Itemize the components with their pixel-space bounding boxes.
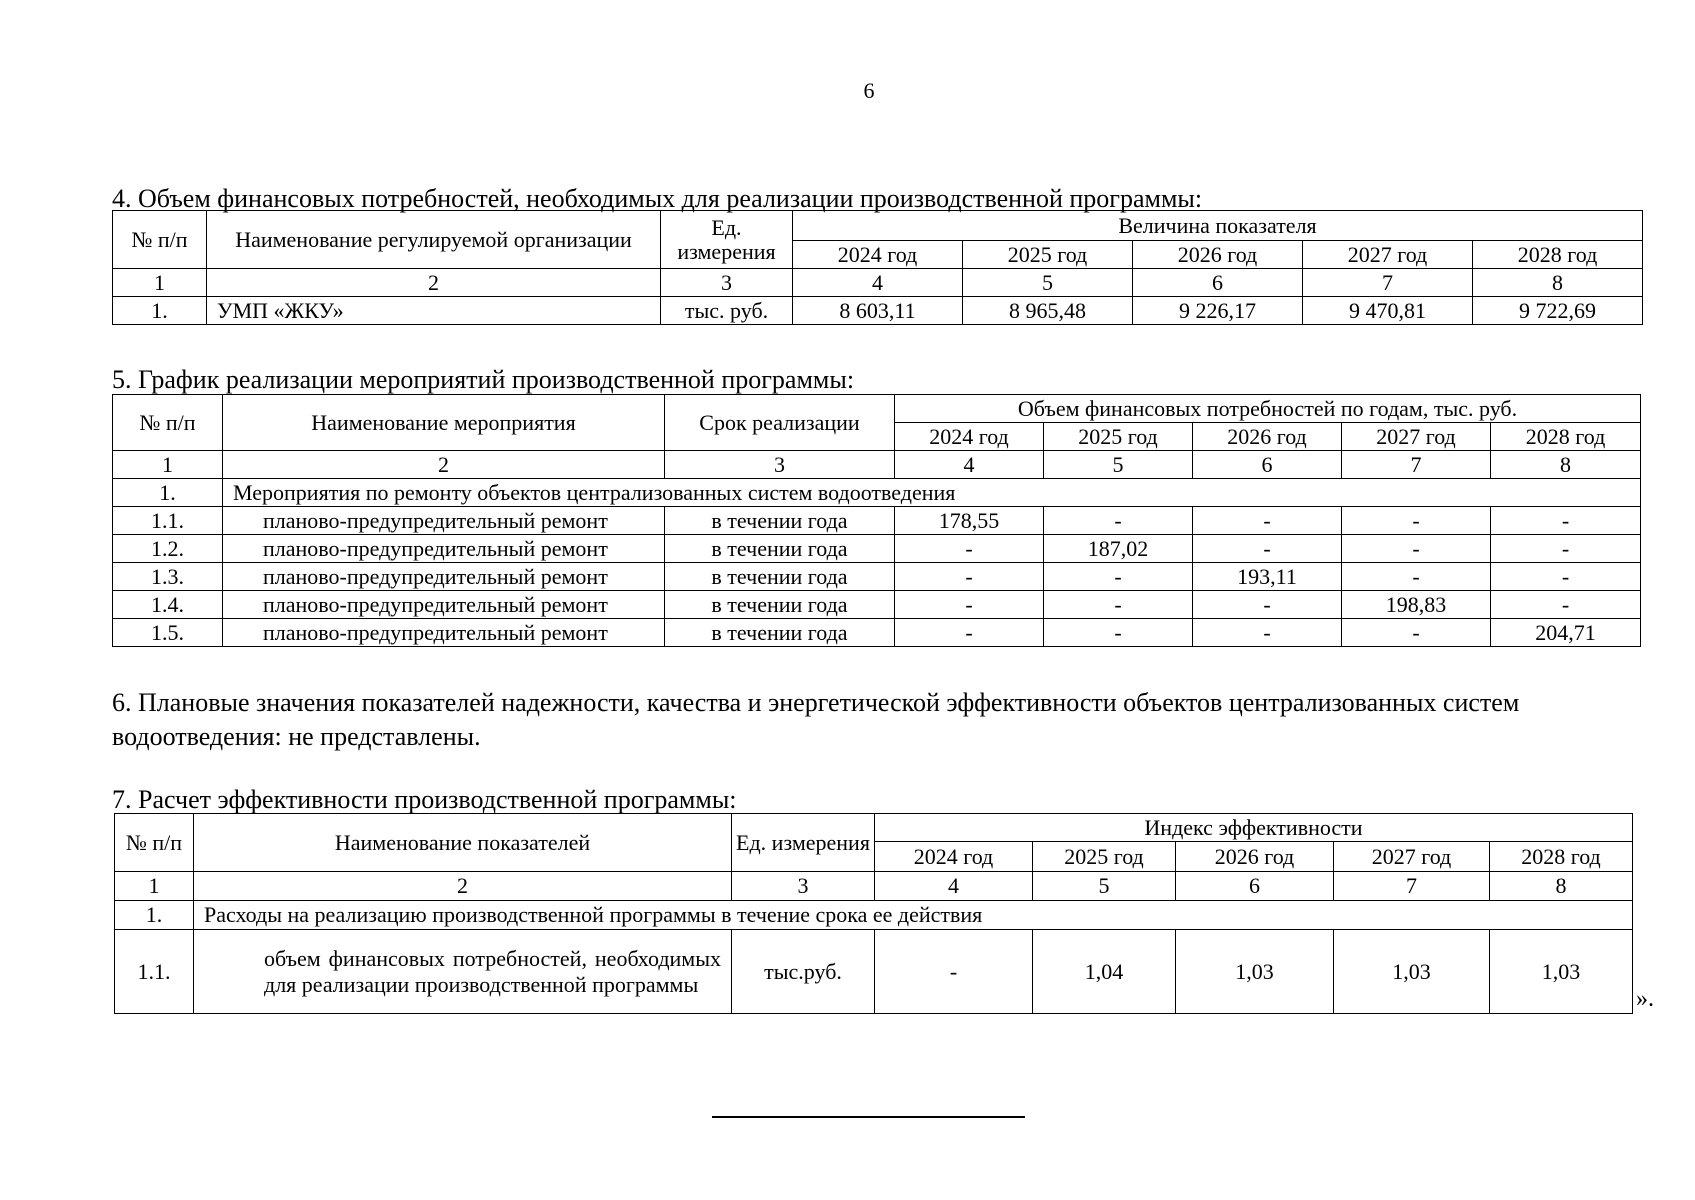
header-year: 2028 год [1491,423,1641,451]
section-5-title: 5. График реализации мероприятий производственной программы: [112,365,855,394]
row-num: 1.1. [113,507,223,535]
header-year: 2026 год [1193,423,1342,451]
row-value: - [1044,591,1193,619]
table-row [113,297,1643,325]
table-row [113,619,1641,647]
table-row [113,591,1641,619]
row-value: - [895,535,1044,563]
header-org: Наименование регулируемой организации [207,211,661,269]
table-row [113,563,1641,591]
row-value: - [895,619,1044,647]
column-number: 4 [895,451,1044,479]
row-value: - [1193,619,1342,647]
table-row [113,507,1641,535]
row-value: 9 722,69 [1473,297,1643,325]
row-value: 187,02 [1044,535,1193,563]
row-term: в течении года [665,535,895,563]
header-value: Величина показателя [793,211,1643,241]
row-value: 178,55 [895,507,1044,535]
group-row [113,479,1641,507]
row-value: - [1491,563,1641,591]
group-num: 1. [113,479,223,507]
column-number: 3 [732,872,875,901]
row-num: 1. [113,297,207,325]
row-num: 1.5. [113,619,223,647]
row-term: в течении года [665,591,895,619]
group-name: Расходы на реализацию производственной программы в течение срока ее действия [194,901,1633,930]
column-number: 4 [875,872,1033,901]
row-value: 198,83 [1342,591,1491,619]
column-number: 1 [113,269,207,297]
header-year: 2028 год [1473,241,1643,269]
row-value: 1,03 [1334,930,1490,1014]
header-name: Наименование показателей [194,814,732,872]
row-num: 1.1. [115,930,194,1014]
column-number: 7 [1334,872,1490,901]
column-number: 6 [1176,872,1334,901]
row-num: 1.3. [113,563,223,591]
header-num: № п/п [113,211,207,269]
header-year: 2027 год [1303,241,1473,269]
efficiency-table [114,813,1633,1014]
row-value: - [1342,507,1491,535]
column-number: 5 [963,269,1133,297]
row-value: - [1342,563,1491,591]
footer-rule [712,1116,1025,1118]
row-value: - [1342,535,1491,563]
row-value: - [1491,535,1641,563]
column-number: 2 [194,872,732,901]
row-name: планово-предупредительный ремонт [223,535,665,563]
row-value: - [1044,507,1193,535]
row-value: - [1193,591,1342,619]
column-number: 7 [1342,451,1491,479]
row-value: - [895,563,1044,591]
section-4-title: 4. Объем финансовых потребностей, необходимых для реализации производственной программы: [112,184,1203,213]
closing-quote: ». [1636,986,1654,1012]
header-year: 2024 год [895,423,1044,451]
column-number: 5 [1033,872,1176,901]
header-num: № п/п [113,395,223,451]
row-value: 193,11 [1193,563,1342,591]
row-name: планово-предупредительный ремонт [223,619,665,647]
row-term: в течении года [665,563,895,591]
row-value: - [1193,535,1342,563]
row-value: - [1044,563,1193,591]
header-year: 2025 год [1044,423,1193,451]
table-row [113,535,1641,563]
header-year: 2027 год [1334,842,1490,872]
column-number: 3 [661,269,793,297]
row-value: - [1193,507,1342,535]
column-number: 8 [1491,451,1641,479]
row-value: 8 965,48 [963,297,1133,325]
group-row [115,901,1633,930]
column-number: 2 [223,451,665,479]
header-name: Наименование мероприятия [223,395,665,451]
row-name: планово-предупредительный ремонт [223,507,665,535]
header-year: 2028 год [1490,842,1633,872]
page-number: 6 [863,78,875,103]
column-number: 4 [793,269,963,297]
header-year: 2026 год [1176,842,1334,872]
row-name: планово-предупредительный ремонт [223,563,665,591]
column-number: 7 [1303,269,1473,297]
section-7-title: 7. Расчет эффективности производственной программы: [112,785,737,814]
table-row [115,930,1633,1014]
row-value: 9 226,17 [1133,297,1303,325]
header-year: 2025 год [1033,842,1176,872]
row-org: УМП «ЖКУ» [207,297,661,325]
row-name: объем финансовых потребностей, необходимых для реализации производственной программы [194,930,732,1014]
row-value: 204,71 [1491,619,1641,647]
row-value: 9 470,81 [1303,297,1473,325]
row-num: 1.2. [113,535,223,563]
row-value: 1,04 [1033,930,1176,1014]
column-number: 6 [1193,451,1342,479]
header-unit: Ед. измерения [732,814,875,872]
row-unit: тыс.руб. [732,930,875,1014]
section-6-text: 6. Плановые значения показателей надежности, качества и энергетической эффективности объектов централизованных систем водоотведения: не представлены. [112,688,1520,751]
header-year: 2027 год [1342,423,1491,451]
header-num: № п/п [115,814,194,872]
header-year: 2025 год [963,241,1133,269]
column-number: 1 [113,451,223,479]
row-value: - [875,930,1033,1014]
group-name: Мероприятия по ремонту объектов централизованных систем водоотведения [223,479,1641,507]
row-name: планово-предупредительный ремонт [223,591,665,619]
row-value: - [895,591,1044,619]
header-year: 2026 год [1133,241,1303,269]
column-number: 3 [665,451,895,479]
header-volume: Объем финансовых потребностей по годам, тыс. руб. [895,395,1641,423]
row-term: в течении года [665,507,895,535]
schedule-table [112,394,1641,647]
row-value: 1,03 [1176,930,1334,1014]
row-unit: тыс. руб. [661,297,793,325]
row-term: в течении года [665,619,895,647]
header-year: 2024 год [875,842,1033,872]
row-value: - [1342,619,1491,647]
row-value: 8 603,11 [793,297,963,325]
row-value: 1,03 [1490,930,1633,1014]
header-unit: Ед. измерения [661,211,793,269]
row-num: 1.4. [113,591,223,619]
column-number: 2 [207,269,661,297]
group-num: 1. [115,901,194,930]
row-value: - [1044,619,1193,647]
column-number: 1 [115,872,194,901]
column-number: 5 [1044,451,1193,479]
row-value: - [1491,507,1641,535]
financial-needs-table [112,210,1643,325]
header-index: Индекс эффективности [875,814,1633,842]
header-term: Срок реализации [665,395,895,451]
column-number: 8 [1490,872,1633,901]
column-number: 6 [1133,269,1303,297]
header-year: 2024 год [793,241,963,269]
column-number: 8 [1473,269,1643,297]
row-value: - [1491,591,1641,619]
